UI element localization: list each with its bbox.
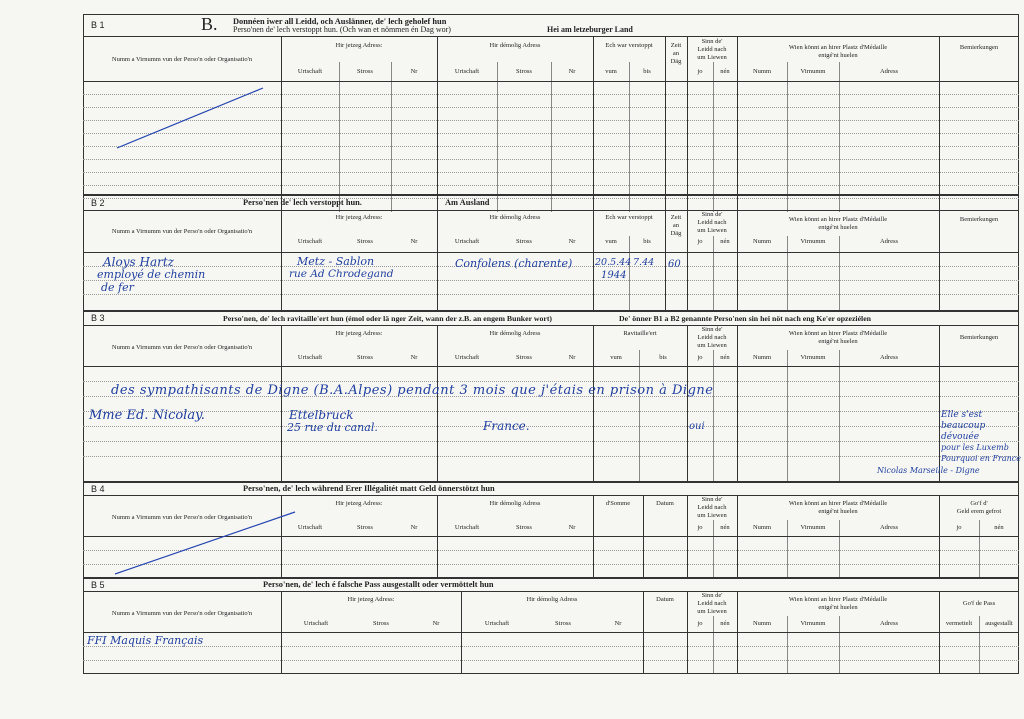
b5-sub-address: Adress bbox=[879, 620, 899, 627]
b2-entry-current-l1: Metz - Sablon bbox=[297, 255, 375, 268]
b3-sub-no: nén bbox=[720, 354, 730, 361]
frame-top bbox=[83, 14, 1019, 15]
b5-sub-yes: jo bbox=[697, 620, 703, 627]
b1-col-medal-l2: entgé'nt huelen bbox=[818, 52, 858, 59]
b1-col-alive-header bbox=[687, 38, 737, 62]
b2-col-sep bbox=[593, 210, 594, 310]
section-b3-title-right: De' önner B1 a B2 genannte Perso'nen sin hei nöt nach eng Ke'er opzeziélen bbox=[619, 314, 872, 323]
b2-header-rule bbox=[83, 252, 1019, 253]
b5-entry-name: FFI Maquis Français bbox=[87, 634, 204, 647]
b2-entry-to: 7.44 bbox=[633, 257, 655, 268]
b3-row-line bbox=[83, 441, 1019, 442]
b1-row-line bbox=[83, 198, 1019, 199]
b2-col-sep bbox=[437, 210, 438, 310]
b3-sub-from: vum bbox=[610, 354, 622, 361]
b2-sub-no: nén bbox=[720, 238, 730, 245]
b3-col-alive-l2: Leidd nach bbox=[697, 334, 727, 341]
b1-sub-name: Numm bbox=[752, 68, 772, 75]
section-b2-label: B 2 bbox=[91, 198, 105, 208]
b3-sub-nr-old: Nr bbox=[568, 354, 576, 361]
b3-row-line bbox=[83, 381, 1019, 382]
b4-sub-no-repaid: nén bbox=[994, 524, 1004, 531]
b1-sub-no: nén bbox=[720, 68, 730, 75]
b4-title-rule bbox=[83, 495, 1019, 496]
b4-col-date-header: Datum bbox=[656, 500, 674, 507]
b1-row-line bbox=[83, 185, 1019, 186]
b4-sub-name: Numm bbox=[752, 524, 772, 531]
b4-col-alive-l2: Leidd nach bbox=[697, 504, 727, 511]
b4-sub-yes: jo bbox=[697, 524, 703, 531]
b4-sub-firstname: Virnumm bbox=[800, 524, 826, 531]
b1-strike-line bbox=[113, 84, 273, 154]
b3-sub-street: Stross bbox=[357, 354, 373, 361]
b3-entry-country: France. bbox=[483, 419, 530, 433]
b3-sub-name: Numm bbox=[752, 354, 772, 361]
b1-col-time-l2: an bbox=[672, 50, 680, 57]
b2-col-remarks-header: Bemierkungen bbox=[959, 216, 999, 223]
b3-col-remarks-header: Bemierkungen bbox=[959, 334, 999, 341]
b2-sub-place-old: Urtschaft bbox=[454, 238, 480, 245]
b2-top-rule bbox=[83, 194, 1019, 196]
b4-col-alive-header bbox=[687, 496, 737, 520]
b4-col-medal-l1: Wien könnt an hirer Plastz d'Médaille bbox=[788, 500, 888, 507]
b1-col-medal-header bbox=[737, 44, 939, 60]
b4-strike-line bbox=[111, 508, 301, 580]
b3-entry-addr-l1: Ettelbruck bbox=[289, 408, 354, 422]
b3-subcol-sep bbox=[839, 350, 840, 481]
b5-col-alive-l1: Sinn de' bbox=[701, 592, 723, 599]
b4-col-repaid-l1: Go'f d' bbox=[970, 500, 988, 507]
b2-sub-nr-old: Nr bbox=[568, 238, 576, 245]
b1-subcol-sep bbox=[629, 62, 630, 212]
b4-col-medal-l2: entgé'nt huelen bbox=[818, 508, 858, 515]
b4-sub-place-old: Urtschaft bbox=[454, 524, 480, 531]
b2-col-alive-l3: um Liewen bbox=[697, 227, 727, 234]
b4-sub-nr: Nr bbox=[410, 524, 418, 531]
b4-col-medal-header bbox=[737, 500, 939, 516]
b3-entry-addr-l2: 25 rue du canal. bbox=[287, 421, 378, 434]
b1-sub-to: bis bbox=[643, 68, 651, 75]
b3-entry-alive: oui bbox=[689, 421, 705, 432]
b2-row-line bbox=[83, 280, 1019, 281]
b5-col-current-address-header: Hir jetzeg Adress: bbox=[347, 596, 395, 603]
b1-sub-nr-old: Nr bbox=[568, 68, 576, 75]
b1-title-rule bbox=[83, 36, 1019, 37]
b3-sub-firstname: Virnumm bbox=[800, 354, 826, 361]
b1-sub-place: Urtschaft bbox=[297, 68, 323, 75]
b2-entry-old: Confolens (charente) bbox=[455, 257, 573, 270]
b1-sub-place-old: Urtschaft bbox=[454, 68, 480, 75]
b4-sub-street-old: Stross bbox=[516, 524, 532, 531]
b3-col-sep bbox=[737, 325, 738, 481]
b3-remark-l6: Nicolas Marseille - Digne bbox=[877, 466, 980, 475]
b2-col-name-header: Numm a Virnumm vun der Perso'n oder Organisatio'n bbox=[111, 228, 253, 235]
b3-col-old-address-header: Hir démolig Adress bbox=[489, 330, 541, 337]
b1-sub-from: vum bbox=[605, 68, 617, 75]
b3-col-alive-header bbox=[687, 326, 737, 350]
b5-col-old-address-header: Hir démolig Adress bbox=[526, 596, 578, 603]
b3-sub-to: bis bbox=[659, 354, 667, 361]
b3-col-current-address-header: Hir jetzeg Adress: bbox=[335, 330, 383, 337]
b3-top-rule bbox=[83, 310, 1019, 312]
b2-col-time-l3: Däg bbox=[670, 230, 682, 237]
section-b2-title-right: Am Ausland bbox=[445, 198, 490, 207]
b1-col-alive-l1: Sinn de' bbox=[701, 38, 723, 45]
b4-col-name-header: Numm a Virnumm vun der Perso'n oder Organisatio'n bbox=[111, 514, 253, 521]
b2-entry-name-l3: de fer bbox=[101, 281, 134, 294]
b1-col-alive-l2: Leidd nach bbox=[697, 46, 727, 53]
b2-col-medal-l1: Wien könnt an hirer Plastz d'Médaille bbox=[788, 216, 888, 223]
b5-row-line bbox=[83, 646, 1019, 647]
b3-header-rule bbox=[83, 366, 1019, 367]
b2-entry-year: 1944 bbox=[601, 270, 627, 281]
b5-sub-street: Stross bbox=[373, 620, 389, 627]
b2-col-medal-header bbox=[737, 216, 939, 232]
b2-subcol-sep bbox=[713, 236, 714, 310]
b3-subcol-sep bbox=[787, 350, 788, 481]
b5-sub-nr-old: Nr bbox=[614, 620, 622, 627]
b3-sub-nr: Nr bbox=[410, 354, 418, 361]
b5-col-name-header: Numm a Virnumm vun der Perso'n oder Organisatio'n bbox=[111, 610, 253, 617]
b4-sub-yes-repaid: jo bbox=[956, 524, 962, 531]
b2-col-medal-l2: entgé'nt huelen bbox=[818, 224, 858, 231]
b5-sub-issued: ausgestallt bbox=[985, 620, 1013, 627]
b1-header-rule bbox=[83, 81, 1019, 82]
b2-sub-from: vum bbox=[605, 238, 617, 245]
b3-col-alive-l3: um Liewen bbox=[697, 342, 727, 349]
b3-col-medal-l1: Wien könnt an hirer Plastz d'Médaille bbox=[788, 330, 888, 337]
b2-subcol-sep bbox=[839, 236, 840, 310]
section-b4-label: B 4 bbox=[91, 484, 105, 494]
b3-col-medal-header bbox=[737, 330, 939, 346]
b5-sub-firstname: Virnumm bbox=[800, 620, 826, 627]
b2-col-alive-header bbox=[687, 211, 737, 235]
b2-subcol-sep bbox=[629, 236, 630, 310]
b2-sub-address: Adress bbox=[879, 238, 899, 245]
b1-row-line bbox=[83, 159, 1019, 160]
b1-subcol-sep bbox=[787, 62, 788, 212]
b2-entry-current-l2: rue Ad Chrodegand bbox=[289, 268, 394, 280]
b4-col-repaid-l2: Geld erem gefrot bbox=[956, 508, 1002, 515]
b5-row-line bbox=[83, 660, 1019, 661]
b2-col-old-address-header: Hir démolig Adress bbox=[489, 214, 541, 221]
section-b1-label: B 1 bbox=[91, 20, 105, 30]
b3-subcol-sep bbox=[713, 350, 714, 481]
b2-col-time-l2: an bbox=[672, 222, 680, 229]
b2-sub-place: Urtschaft bbox=[297, 238, 323, 245]
b1-subcol-sep bbox=[339, 62, 340, 212]
b5-col-medal-header bbox=[737, 596, 939, 612]
b1-subcol-sep bbox=[713, 62, 714, 212]
b3-sub-street-old: Stross bbox=[516, 354, 532, 361]
b1-col-time-l3: Däg bbox=[670, 58, 682, 65]
b5-sub-mediated: vermettelt bbox=[945, 620, 973, 627]
b3-col-sep bbox=[437, 325, 438, 481]
b4-sub-place: Urtschaft bbox=[297, 524, 323, 531]
b5-col-medal-l1: Wien könnt an hirer Plastz d'Médaille bbox=[788, 596, 888, 603]
b1-col-alive-l3: um Liewen bbox=[697, 54, 727, 61]
b2-subcol-sep bbox=[787, 236, 788, 310]
b3-col-sep bbox=[593, 325, 594, 481]
b5-title-rule bbox=[83, 591, 1019, 592]
b4-col-repaid-header bbox=[939, 500, 1019, 516]
b1-col-hidden-header: Ech war verstoppt bbox=[605, 42, 653, 49]
b1-sub-street: Stross bbox=[357, 68, 373, 75]
b3-entry-line1: des sympathisants de Digne (B.A.Alpes) pendant 3 mois que j'étais en prison à Digne bbox=[111, 383, 714, 398]
section-b5-title: Perso'nen, de' lech é falsche Pass ausgestallt oder vermöttelt hun bbox=[263, 580, 494, 589]
b3-remark-l2: beaucoup bbox=[941, 421, 986, 431]
b2-col-alive-l2: Leidd nach bbox=[697, 219, 727, 226]
b2-entry-days: 60 bbox=[668, 259, 681, 270]
b3-col-medal-l2: entgé'nt huelen bbox=[818, 338, 858, 345]
section-b3-title: Perso'nen, de' lech ravitaille'ert hun (émol oder lä nger Zeit, wann der z.B. an engem Bunker wort) bbox=[223, 314, 553, 323]
b2-col-alive-l1: Sinn de' bbox=[701, 211, 723, 218]
b3-row-line bbox=[83, 411, 1019, 412]
b5-col-medal-l2: entgé'nt huelen bbox=[818, 604, 858, 611]
b3-row-line bbox=[83, 456, 1019, 457]
b4-col-old-address-header: Hir démolig Adress bbox=[489, 500, 541, 507]
b1-sub-street-old: Stross bbox=[516, 68, 532, 75]
b5-col-alive-l2: Leidd nach bbox=[697, 600, 727, 607]
b1-col-medal-l1: Wien könnt an hirer Plastz d'Médaille bbox=[788, 44, 888, 51]
section-b1-subtitle-text: Perso'nen de' lech verstoppt hun. (Och wan et nömmen én Dag wor) bbox=[233, 25, 451, 34]
b3-sub-yes: jo bbox=[697, 354, 703, 361]
section-b5-label: B 5 bbox=[91, 580, 105, 590]
b3-title-rule bbox=[83, 325, 1019, 326]
b3-entry-name: Mme Ed. Nicolay. bbox=[89, 408, 205, 423]
b4-col-current-address-header: Hir jetzeg Adress: bbox=[335, 500, 383, 507]
b3-col-alive-l1: Sinn de' bbox=[701, 326, 723, 333]
b1-col-time-l1: Zeit bbox=[670, 42, 682, 49]
b1-col-current-address-header: Hir jetzeg Adress: bbox=[335, 42, 383, 49]
b2-col-sep bbox=[281, 210, 282, 310]
b3-remark-l5: Pourquoi en France bbox=[941, 454, 1021, 463]
b5-sub-place: Urtschaft bbox=[303, 620, 329, 627]
b2-sub-to: bis bbox=[643, 238, 651, 245]
b5-sub-place-old: Urtschaft bbox=[484, 620, 510, 627]
b1-row-line bbox=[83, 172, 1019, 173]
b3-col-supplied-header: Ravitaille'ert bbox=[623, 330, 657, 337]
b2-sub-nr: Nr bbox=[410, 238, 418, 245]
b2-entry-from: 20.5.44 bbox=[595, 257, 632, 268]
b2-sub-street-old: Stross bbox=[516, 238, 532, 245]
section-b1-subtitle-right: Hei am letzeburger Land bbox=[547, 25, 633, 34]
b1-subcol-sep bbox=[497, 62, 498, 212]
b2-col-time-l1: Zeit bbox=[670, 214, 682, 221]
b2-sub-street: Stross bbox=[357, 238, 373, 245]
frame-bottom bbox=[83, 673, 1019, 674]
b3-remark-l1: Elle s'est bbox=[941, 410, 983, 420]
form-sheet bbox=[83, 14, 1019, 674]
b2-col-sep bbox=[939, 210, 940, 310]
section-b3-label: B 3 bbox=[91, 313, 105, 323]
section-b2-title: Perso'nen de' lech verstoppt hun. bbox=[243, 198, 362, 207]
b1-sub-firstname: Virnumm bbox=[800, 68, 826, 75]
b5-sub-name: Numm bbox=[752, 620, 772, 627]
b4-top-rule bbox=[83, 481, 1019, 483]
b5-col-date-header: Datum bbox=[656, 596, 674, 603]
b2-sub-yes: jo bbox=[697, 238, 703, 245]
b5-col-alive-l3: um Liewen bbox=[697, 608, 727, 615]
b1-sub-nr: Nr bbox=[410, 68, 418, 75]
b1-subcol-sep bbox=[839, 62, 840, 212]
b3-col-sep bbox=[939, 325, 940, 481]
b3-sub-address: Adress bbox=[879, 354, 899, 361]
b4-sub-nr-old: Nr bbox=[568, 524, 576, 531]
b1-subcol-sep bbox=[551, 62, 552, 212]
b5-sub-nr: Nr bbox=[432, 620, 440, 627]
b1-col-old-address-header: Hir démolig Adress bbox=[489, 42, 541, 49]
b2-entry-name-l1: Aloys Hartz bbox=[103, 255, 174, 269]
b5-header-rule bbox=[83, 632, 1019, 633]
section-b1-title: Donnéen iwer all Leidd, och Auslänner, de' lech geholef hun bbox=[233, 17, 447, 26]
b4-sub-no: nén bbox=[720, 524, 730, 531]
b2-title-rule bbox=[83, 210, 1019, 211]
b4-sub-address: Adress bbox=[879, 524, 899, 531]
b4-col-alive-l3: um Liewen bbox=[697, 512, 727, 519]
b1-sub-yes: jo bbox=[697, 68, 703, 75]
b2-entry-name-l2: employé de chemin bbox=[97, 268, 206, 281]
b5-sub-no: nén bbox=[720, 620, 730, 627]
b1-col-name-header: Numm a Virnumm vun der Perso'n oder Organisatio'n bbox=[111, 56, 253, 63]
b3-col-sep bbox=[281, 325, 282, 481]
b3-subcol-sep bbox=[639, 350, 640, 481]
section-b4-title: Perso'nen, de' lech während Erer Illégalitét matt Geld önnerstötzt hun bbox=[243, 484, 495, 493]
b2-col-hidden-header: Ech war verstoppt bbox=[605, 214, 653, 221]
b5-col-alive-header bbox=[687, 592, 737, 616]
b3-remark-l3: dévouée bbox=[941, 432, 980, 442]
b1-col-time-header bbox=[665, 42, 687, 66]
b5-sub-street-old: Stross bbox=[555, 620, 571, 627]
b4-col-alive-l1: Sinn de' bbox=[701, 496, 723, 503]
b1-sub-address: Adress bbox=[879, 68, 899, 75]
b3-row-line bbox=[83, 426, 1019, 427]
b2-col-time-header bbox=[665, 214, 687, 238]
b2-row-line bbox=[83, 294, 1019, 295]
b2-col-current-address-header: Hir jetzeg Adress: bbox=[335, 214, 383, 221]
form-part-letter: B. bbox=[201, 14, 218, 34]
section-b1-subtitle bbox=[233, 25, 451, 34]
b5-top-rule bbox=[83, 577, 1019, 579]
frame-right bbox=[1018, 14, 1019, 674]
b1-subcol-sep bbox=[391, 62, 392, 212]
b1-col-remarks-header: Bemierkungen bbox=[959, 44, 999, 51]
b3-sub-place-old: Urtschaft bbox=[454, 354, 480, 361]
b2-sub-name: Numm bbox=[752, 238, 772, 245]
b3-sub-place: Urtschaft bbox=[297, 354, 323, 361]
b2-sub-firstname: Virnumm bbox=[800, 238, 826, 245]
b4-col-sum-header: d'Somme bbox=[605, 500, 631, 507]
b3-remark-l4: pour les Luxemb bbox=[941, 443, 1009, 452]
b4-sub-street: Stross bbox=[357, 524, 373, 531]
b3-col-name-header: Numm a Virnumm vun der Perso'n oder Organisatio'n bbox=[111, 344, 253, 351]
b5-col-pass-header: Go'f de Pass bbox=[962, 600, 996, 607]
